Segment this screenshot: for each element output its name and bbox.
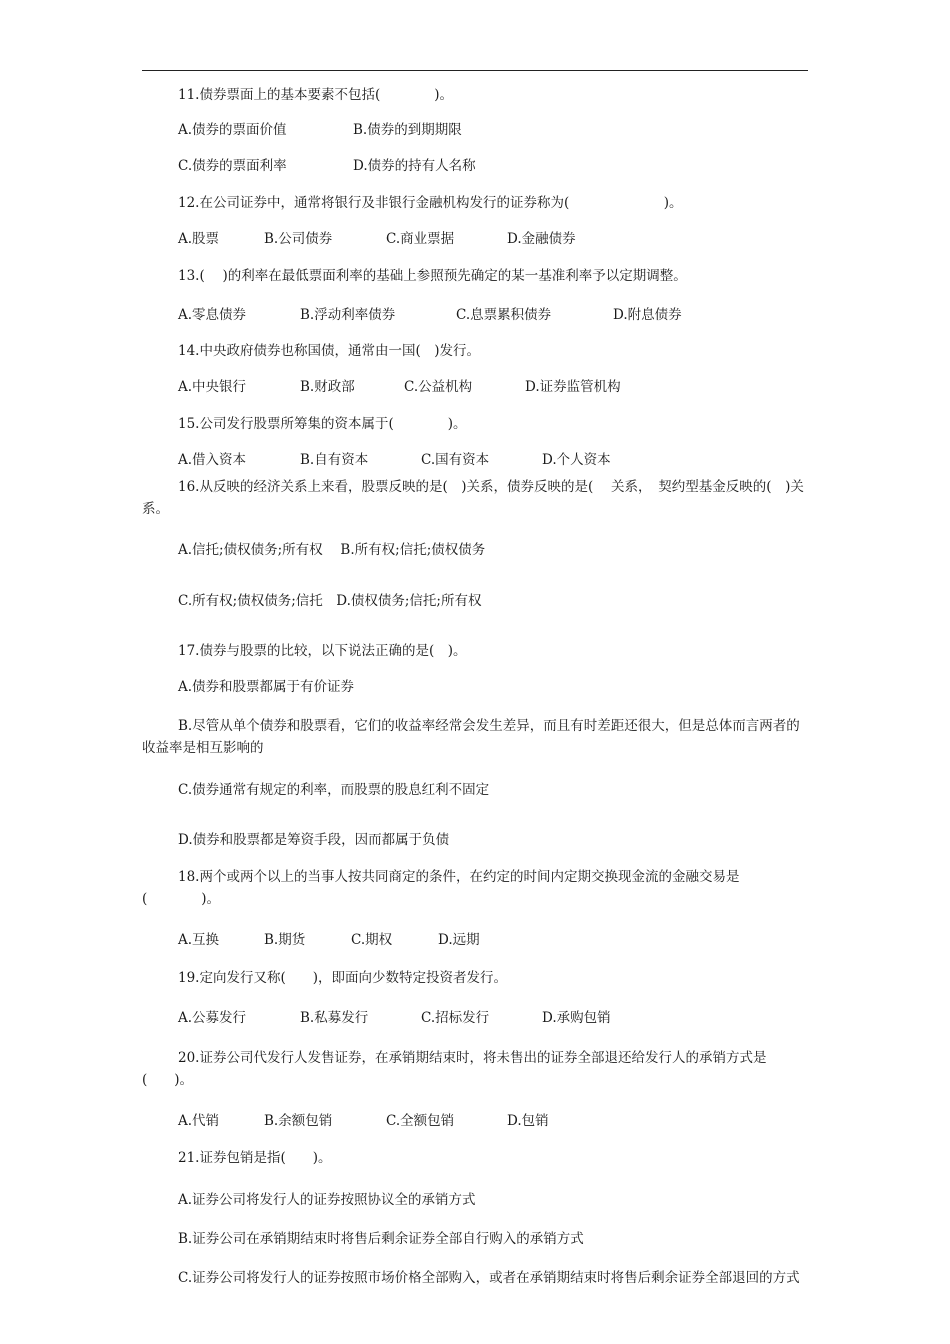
question-18-option-a: A.互换	[178, 932, 220, 948]
question-11-option-b: B.债券的到期期限	[353, 122, 462, 138]
question-14-option-b: B.财政部	[300, 379, 355, 395]
question-18-option-b: B.期货	[264, 932, 306, 948]
question-19-option-a: A.公募发行	[178, 1010, 247, 1026]
question-21-stem: 21.证券包销是指( )。	[178, 1150, 332, 1166]
question-20-option-d: D.包销	[507, 1113, 549, 1129]
question-17-option-a: A.债券和股票都属于有价证券	[178, 679, 355, 695]
question-15-stem: 15.公司发行股票所筹集的资本属于( )。	[178, 416, 467, 432]
question-19-option-d: D.承购包销	[542, 1010, 611, 1026]
question-15-option-c: C.国有资本	[421, 452, 490, 468]
question-16-option-ab: A.信托;债权债务;所有权 B.所有权;信托;债权债务	[178, 542, 486, 558]
question-17-option-b: B.尽管从单个债券和股票看，它们的收益率经常会发生差异，而且有时差距还很大，但是总体而言两者的收益率是相互影响的	[142, 718, 800, 756]
question-15-option-a: A.借入资本	[178, 452, 247, 468]
question-12-option-c: C.商业票据	[386, 231, 455, 247]
question-20-option-a: A.代销	[178, 1113, 220, 1129]
question-14-option-a: A.中央银行	[178, 379, 247, 395]
header-rule	[142, 70, 808, 71]
question-19-option-b: B.私募发行	[300, 1010, 369, 1026]
question-13-option-c: C.息票累积债券	[456, 307, 552, 323]
question-13-option-d: D.附息债券	[613, 307, 682, 323]
question-15-option-d: D.个人资本	[542, 452, 611, 468]
question-20-option-b: B.余额包销	[264, 1113, 333, 1129]
question-16-option-cd: C.所有权;债权债务;信托 D.债权债务;信托;所有权	[178, 593, 482, 609]
question-19-option-c: C.招标发行	[421, 1010, 490, 1026]
question-11-stem: 11.债券票面上的基本要素不包括( )。	[178, 87, 454, 103]
question-17-stem: 17.债券与股票的比较，以下说法正确的是( )。	[178, 643, 467, 659]
question-11-option-a: A.债券的票面价值	[178, 122, 287, 138]
question-13-stem: 13.( )的利率在最低票面利率的基础上参照预先确定的某一基准利率予以定期调整。	[178, 268, 687, 284]
question-11-option-d: D.债券的持有人名称	[353, 158, 476, 174]
question-21-option-a: A.证券公司将发行人的证券按照协议全的承销方式	[178, 1192, 476, 1208]
question-17-option-c: C.债券通常有规定的利率，而股票的股息红利不固定	[178, 782, 490, 798]
question-11-option-c: C.债券的票面利率	[178, 158, 287, 174]
question-19-stem: 19.定向发行又称( )，即面向少数特定投资者发行。	[178, 970, 508, 986]
question-16-stem: 16.从反映的经济关系上来看，股票反映的是( )关系，债券反映的是( 关系， 契约型基金反映的( )关系。	[142, 479, 804, 517]
question-18-option-c: C.期权	[351, 932, 393, 948]
question-18-stem: 18.两个或两个以上的当事人按共同商定的条件，在约定的时间内定期交换现金流的金融交易是( )。	[142, 869, 740, 907]
question-18-option-d: D.远期	[438, 932, 480, 948]
question-12-option-b: B.公司债券	[264, 231, 333, 247]
question-21-option-c: C.证券公司将发行人的证券按照市场价格全部购入，或者在承销期结束时将售后剩余证券全部退回的方式	[178, 1270, 800, 1286]
question-14-option-c: C.公益机构	[404, 379, 473, 395]
question-15-option-b: B.自有资本	[300, 452, 369, 468]
question-13-option-b: B.浮动利率债券	[300, 307, 396, 323]
question-20-stem: 20.证券公司代发行人发售证券，在承销期结束时，将未售出的证券全部退还给发行人的承销方式是( )。	[142, 1050, 767, 1088]
question-21-option-b: B.证券公司在承销期结束时将售后剩余证券全部自行购入的承销方式	[178, 1231, 584, 1247]
question-13-option-a: A.零息债券	[178, 307, 247, 323]
question-12-stem: 12.在公司证券中，通常将银行及非银行金融机构发行的证券称为( )。	[178, 195, 683, 211]
question-14-stem: 14.中央政府债券也称国债，通常由一国( )发行。	[178, 343, 481, 359]
question-17-option-d: D.债券和股票都是筹资手段，因而都属于负债	[178, 832, 450, 848]
question-20-option-c: C.全额包销	[386, 1113, 455, 1129]
question-14-option-d: D.证券监管机构	[525, 379, 621, 395]
question-12-option-a: A.股票	[178, 231, 220, 247]
question-12-option-d: D.金融债券	[507, 231, 576, 247]
